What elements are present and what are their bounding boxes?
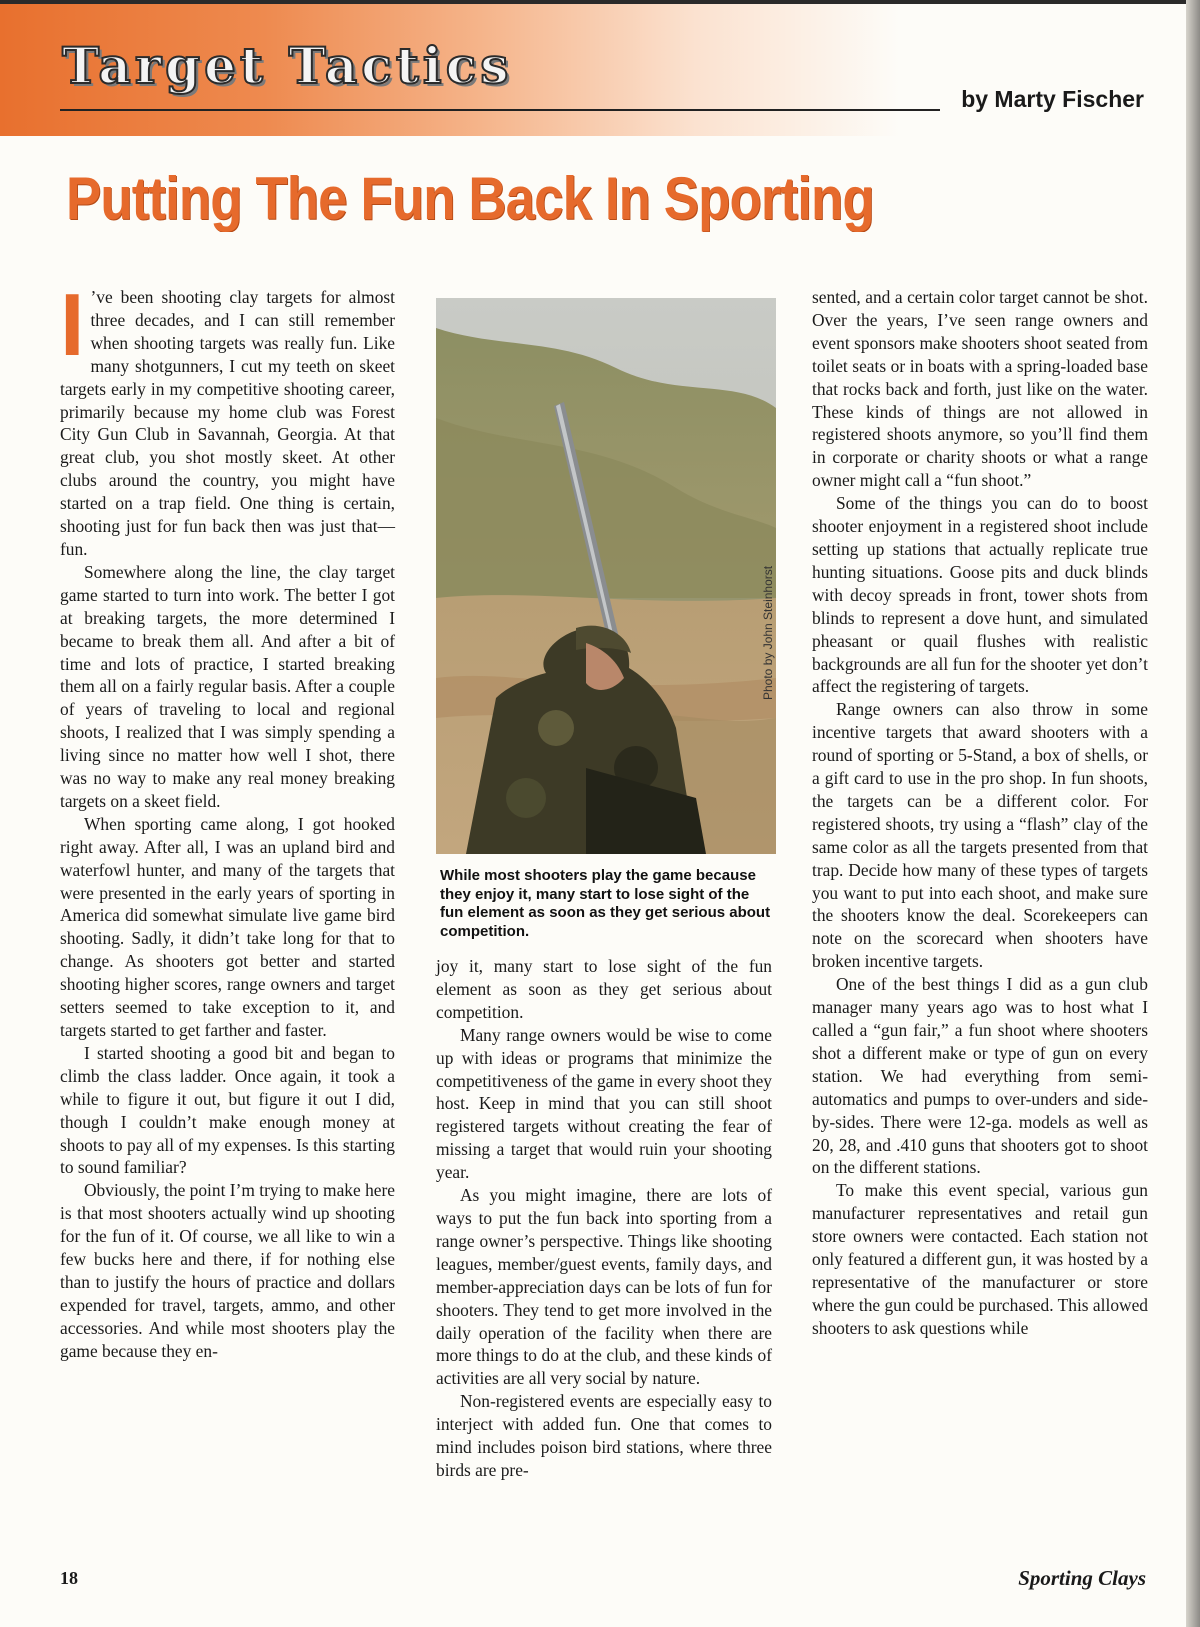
photo-credit: Photo by John Steinhorst <box>761 565 775 700</box>
section-title: Target Tactics <box>62 36 513 95</box>
photo-caption: While most shooters play the game because they enjoy it, many start to lose sight of the fun element as soon as they get serious about competition. <box>440 867 771 940</box>
paragraph-text: ’ve been shooting clay targets for almost three decades, and I can still remember when shooting targets was really fun. Like many shotgunners, I cut my teeth on skeet targets early in my competitive shooting career, primarily because my home club was Forest City Gun Club in Savannah, Georgia. At that great club, you shot mostly skeet. At other clubs around the country, you might have started on a trap field. One thing is certain, shooting just for fun back then was just that—fun. <box>60 287 395 559</box>
article-column-2 <box>436 955 772 1482</box>
magazine-name: Sporting Clays <box>1018 1566 1146 1590</box>
paragraph: sented, and a certain color target cannot be shot. Over the years, I’ve seen range owners and event sponsors make shooters shoot seated from toilet seats or in boats with a spring-loaded base that rocks back and forth, just like on the water. These kinds of things are not allowed in registered shoots anymore, so you’ll find them in corporate or charity shoots or what a range owner might call a “fun shoot.” <box>812 287 1148 491</box>
paragraph: Obviously, the point I’m trying to make here is that most shooters actually wind up shooting for the fun of it. Of course, we all like to win a few bucks here and there, if for nothing else than to justify the hours of practice and dollars expended for travel, targets, ammo, and other accessories. And while most shooters play the game because they en- <box>60 1180 395 1361</box>
paragraph <box>60 275 395 561</box>
paragraph: As you might imagine, there are lots of ways to put the fun back into sporting from a range owner’s perspective. Things like shooting leagues, member/guest events, family days, and member-appreciation days can be lots of fun for shooters. They tend to get more involved in the daily operation of the facility when there are more things to do at the club, and these kinds of activities are all very social by nature. <box>436 1185 772 1389</box>
shooter-photo-illustration <box>436 298 776 854</box>
drop-cap: I <box>60 275 85 374</box>
byline: by Marty Fischer <box>961 86 1144 112</box>
paragraph: When sporting came along, I got hooked right away. After all, I was an upland bird and waterfowl hunter, and many of the targets that were presented in the early years of sporting in America did somewhat simulate live game bird shooting. Sadly, it didn’t take long for that to change. As shooters got better and started shooting higher scores, range owners and target setters seemed to take exception to it, and targets started to get farther and faster. <box>60 813 395 1040</box>
paragraph: Some of the things you can do to boost shooter enjoyment in a registered shoot include setting up stations that actually replicate true hunting situations. Goose pits and duck blinds with decoy spreads in front, tower shots from blinds to represent a dove hunt, and simulated pheasant or quail flushes with realistic backgrounds are all fun for the shooter yet don’t affect the registering of targets. <box>812 493 1148 697</box>
paragraph: joy it, many start to lose sight of the fun element as soon as they get serious about competition. <box>436 956 772 1022</box>
page-number: 18 <box>60 1568 78 1588</box>
paragraph: Range owners can also throw in some incentive targets that award shooters with a round of sporting or 5-Stand, a box of shells, or a gift card to use in the pro shop. In fun shoots, the targets can be a different color. For registered shoots, try using a “flash” clay of the same color as all the targets presented from that trap. Decide how many of these types of targets you want to put into each shoot, and make sure the shooters know the deal. Scorekeepers can note on the scorecard when shooters have broken incentive targets. <box>812 699 1148 972</box>
paragraph: Somewhere along the line, the clay target game started to turn into work. The better I got at breaking targets, the more determined I became to break them all. And after a bit of time and lots of practice, I started breaking them all on a fairly regular basis. After a couple of years of traveling to local and regional shoots, I realized that I was simply spending a living since no matter how well I shot, there was no way to make any real money breaking targets on a skeet field. <box>60 561 395 811</box>
page-edge <box>1186 0 1200 1627</box>
article-column-3 <box>812 286 1148 1340</box>
paragraph: I started shooting a good bit and began to climb the class ladder. Once again, it took a while to figure it out, but figure it out I did, though I couldn’t make enough money at shoots to pay all of my expenses. Is this starting to sound familiar? <box>60 1042 395 1178</box>
paragraph: To make this event special, various gun manufacturer representatives and retail gun store owners were contacted. Each station not only featured a different gun, it was hosted by a representative of the manufacturer or store where the gun could be purchased. This allowed shooters to ask questions while <box>812 1180 1148 1338</box>
paragraph: Many range owners would be wise to come up with ideas or programs that minimize the competitiveness of the game in every shoot they host. Keep in mind that you can still shoot registered targets without creating the fear of missing a target that would ruin your shooting year. <box>436 1024 772 1183</box>
article-headline: Putting The Fun Back In Sporting <box>66 165 874 232</box>
article-column-1 <box>60 275 395 1363</box>
byline-rule <box>60 109 940 111</box>
paragraph: Non-registered events are especially easy to interject with added fun. One that comes to mind includes poison bird stations, where three birds are pre- <box>436 1391 772 1480</box>
article-photo <box>436 298 776 854</box>
paragraph: One of the best things I did as a gun club manager many years ago was to host what I called a “gun fair,” a fun shoot where shooters shot a different make or type of gun on every station. We had everything from semi-automatics and pumps to over-unders and side-by-sides. There were 12-ga. models as well as 20, 28, and .410 guns that shooters got to shoot on the different stations. <box>812 974 1148 1178</box>
